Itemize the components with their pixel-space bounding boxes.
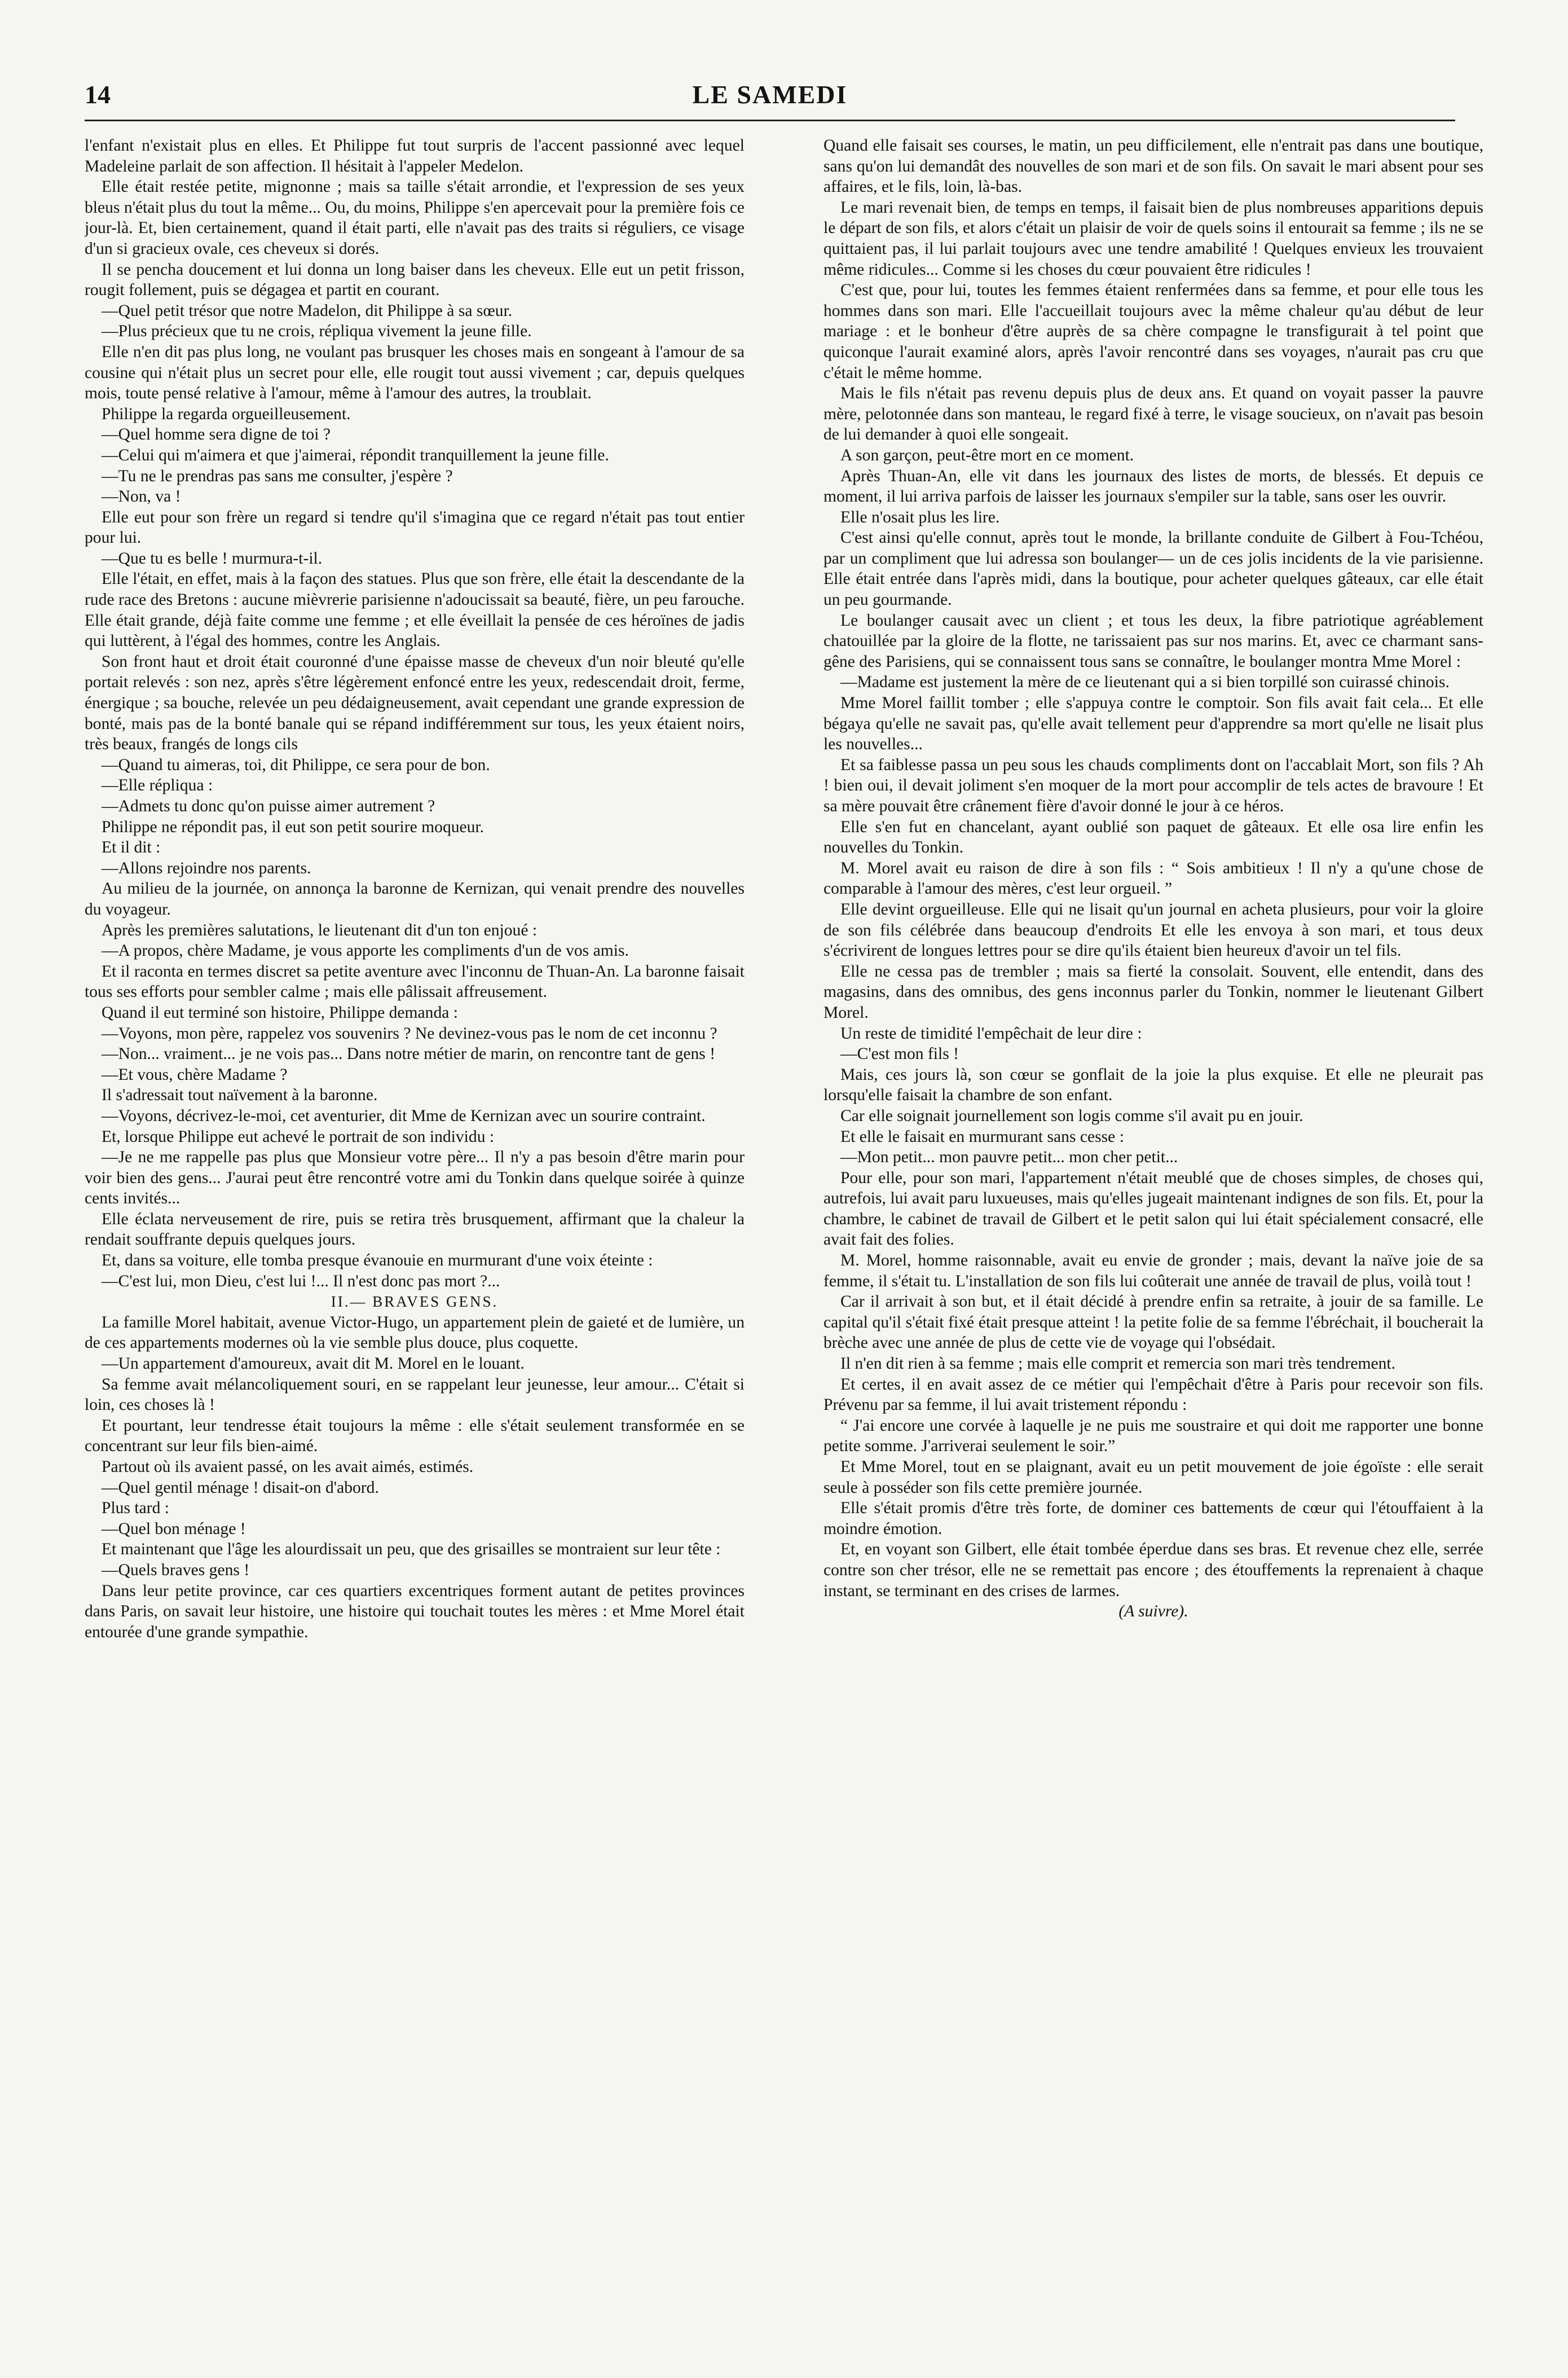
paragraph: Son front haut et droit était couronné d'une épaisse masse de cheveux d'un noir bleuté qu'elle portait relevés : son nez, après s'être légèrement enfoncé entre les yeux, redescendait droit, ferme, énergique ; sa bouche, relevée un peu dédaigneusement, avait cependant une grande expression de bonté, mais pas de la bonté banale qui se répand indifféremment sur tous, les yeux étaient noirs, très beaux, frangés de longs cils (85, 652, 745, 754)
paragraph: Et, en voyant son Gilbert, elle était tombée éperdue dans ses bras. Et revenue chez elle, serrée contre son cher trésor, elle ne se remettait pas encore ; des étouffements la reprenaient à chaque instant, se terminant en des crises de larmes. (823, 1540, 1483, 1600)
paragraph: —Tu ne le prendras pas sans me consulter, j'espère ? (102, 467, 453, 485)
paragraph: Philippe la regarda orgueilleusement. (102, 405, 351, 423)
paragraph: Après les premières salutations, le lieutenant dit d'un ton enjoué : (102, 921, 538, 939)
paragraph: Et il dit : (102, 838, 161, 857)
paragraph: Et maintenant que l'âge les alourdissait un peu, que des grisailles se montraient sur leur tête : (102, 1540, 721, 1559)
paragraph: Partout où ils avaient passé, on les avait aimés, estimés. (102, 1458, 474, 1476)
paragraph: Et, lorsque Philippe eut achevé le portrait de son individu : (102, 1127, 495, 1146)
paragraph: Elle n'osait plus les lire. (840, 508, 1000, 526)
paragraph: Quand il eut terminé son histoire, Philippe demanda : (102, 1003, 459, 1022)
paragraph: Car il arrivait à son but, et il était décidé à prendre enfin sa retraite, à jouir de sa famille. Le capital qu'il s'était fixé était presque atteint ! la petite folie de sa femme l'ébréchait, il boucherait la brèche avec une année de plus de cette vie de voyage qui l'obsédait. (823, 1293, 1483, 1352)
paragraph: Mais le fils n'était pas revenu depuis plus de deux ans. Et quand on voyait passer la pauvre mère, pelotonnée dans son manteau, le regard fixé à terre, le visage soucieux, on n'avait pas besoin de lui demander à quoi elle songeait. (823, 384, 1483, 444)
paragraph: Et Mme Morel, tout en se plaignant, avait eu un petit mouvement de joie égoïste : elle serait seule à posséder son fils cette première journée. (823, 1458, 1483, 1497)
page-number: 14 (85, 80, 111, 109)
paragraph: Et certes, il en avait assez de ce métier qui l'empêchait d'être à Paris pour recevoir son fils. Prévenu par sa femme, il lui avait tristement répondu : (823, 1375, 1483, 1414)
paragraph: Philippe ne répondit pas, il eut son petit sourire moqueur. (102, 817, 485, 836)
paragraph: Après Thuan-An, elle vit dans les journaux des listes de morts, de blessés. Et depuis ce moment, il lui arriva parfois de laisser les journaux s'empiler sur la table, sans oser les ouvrir. (823, 467, 1483, 506)
paragraph: Sa femme avait mélancoliquement souri, en se rappelant leur jeunesse, leur amour... C'était si loin, ces choses là ! (85, 1375, 745, 1414)
page-header (85, 79, 1455, 113)
paragraph: Et pourtant, leur tendresse était toujours la même : elle s'était seulement transformée en se concentrant sur leur fils bien-aimé. (85, 1416, 745, 1456)
paragraph: —Celui qui m'aimera et que j'aimerai, répondit tranquillement la jeune fille. (102, 446, 609, 464)
paragraph: —C'est lui, mon Dieu, c'est lui !... Il n'est donc pas mort ?... (102, 1272, 500, 1290)
paragraph: —Admets tu donc qu'on puisse aimer autrement ? (102, 797, 435, 815)
paragraph: l'enfant n'existait plus en elles. Et Philippe fut tout surpris de l'accent passionné avec lequel Madeleine parlait de son affection. Il hésitait à l'appeler Medelon. (85, 137, 745, 175)
paragraph: Quand elle faisait ses courses, le matin, un peu difficilement, elle n'entrait pas dans une boutique, sans qu'on lui demandât des nouvelles de son mari et de son fils. On savait le mari absent pour ses affaires, et le fils, loin, là-bas. (823, 137, 1483, 196)
paragraph: —Non... vraiment... je ne vois pas... Dans notre métier de marin, on rencontre tant de gens ! (102, 1045, 716, 1063)
paragraph: Elle devint orgueilleuse. Elle qui ne lisait qu'un journal en acheta plusieurs, pour voir la gloire de son fils célébrée dans beaucoup d'endroits Et elle les envoya à son mari, et tous deux s'écrivirent de longues lettres pour se dire qu'ils étaient bien heureux d'avoir un tel fils. (823, 900, 1483, 960)
paragraph: Car elle soignait journellement son logis comme s'il avait pu en jouir. (840, 1106, 1303, 1125)
paragraph: Mme Morel faillit tomber ; elle s'appuya contre le comptoir. Son fils avait fait cela... Et elle bégaya qu'elle ne savait pas, qu'elle avait tellement peur d'apprendre sa mort qu'elle ne lisait plus les nouvelles... (823, 694, 1483, 754)
paragraph: Et sa faiblesse passa un peu sous les chauds compliments dont on l'accablait Mort, son fils ? Ah ! bien oui, il devait joliment s'en moquer de la mort pour accomplir de tels actes de bravoure ! Et sa mère pouvait être crânement fière d'avoir donné le jour à ce héros. (823, 755, 1483, 815)
left-column (85, 135, 745, 2307)
paragraph: M. Morel, homme raisonnable, avait eu envie de gronder ; mais, devant la naïve joie de sa femme, il s'était tu. L'installation de son fils lui coûterait une année de travail de plus, voilà tout ! (823, 1251, 1483, 1290)
paragraph: Elle eut pour son frère un regard si tendre qu'il s'imagina que ce regard n'était pas tout entier pour lui. (85, 508, 745, 547)
right-column (823, 135, 1483, 2307)
paragraph: La famille Morel habitait, avenue Victor-Hugo, un appartement plein de gaieté et de lumière, un de ces appartements modernes où la vie semble plus douce, plus coquette. (85, 1313, 745, 1352)
paragraph: Un reste de timidité l'empêchait de leur dire : (840, 1024, 1142, 1043)
paragraph: —A propos, chère Madame, je vous apporte les compliments d'un de vos amis. (102, 942, 629, 960)
paragraph: —Quel petit trésor que notre Madelon, dit Philippe à sa sœur. (102, 301, 513, 320)
paragraph: Dans leur petite province, car ces quartiers excentriques forment autant de petites provinces dans Paris, on savait leur histoire, une histoire qui touchait toutes les mères : et Mme Morel était entourée d'une grande sympathie. (85, 1581, 745, 1641)
paragraph: Il se pencha doucement et lui donna un long baiser dans les cheveux. Elle eut un petit frisson, rougit follement, puis se dégagea et partit en courant. (85, 260, 745, 300)
paragraph: —Plus précieux que tu ne crois, répliqua vivement la jeune fille. (102, 322, 532, 341)
paragraph: Elle n'en dit pas plus long, ne voulant pas brusquer les choses mais en songeant à l'amour de sa cousine qui n'était plus un secret pour elle, elle rougit tout aussi vivement ; car, depuis quelques mois, toute pensé relative à l'amour, même à l'amour des autres, la troublait. (85, 342, 745, 403)
paragraph: Elle s'était promis d'être très forte, de dominer ces battements de cœur qui l'étouffaient à la moindre émotion. (823, 1499, 1483, 1538)
paragraph: Et il raconta en termes discret sa petite aventure avec l'inconnu de Thuan-An. La baronne faisait tous ses efforts pour sembler calme ; mais elle pâlissait affreusement. (85, 962, 745, 1001)
paragraph: —Allons rejoindre nos parents. (102, 859, 311, 877)
paragraph: —Madame est justement la mère de ce lieutenant qui a si bien torpillé son cuirassé chinois. (840, 673, 1450, 692)
paragraph: —Quel bon ménage ! (102, 1519, 246, 1538)
paragraph: Au milieu de la journée, on annonça la baronne de Kernizan, qui venait prendre des nouvelles du voyageur. (85, 880, 745, 918)
paragraph: —Un appartement d'amoureux, avait dit M. Morel en le louant. (102, 1355, 525, 1373)
paragraph: —Voyons, décrivez-le-moi, cet aventurier, dit Mme de Kernizan avec un sourire contraint. (102, 1106, 706, 1125)
paragraph: Elle l'était, en effet, mais à la façon des statues. Plus que son frère, elle était la descendante de la rude race des Bretons : aucune mièvrerie parisienne n'adoucissait sa beauté, fière, un peu farouche. Elle était grande, déjà faite comme une femme ; et elle éveillait la pensée de ces héroïnes de jadis qui luttèrent, à l'égal des hommes, contre les Anglais. (85, 570, 745, 650)
paragraph: Mais, ces jours là, son cœur se gonflait de la joie la plus exquise. Et elle ne pleurait pas lorsqu'elle faisait la chambre de son enfant. (823, 1065, 1483, 1105)
paragraph: —Non, va ! (102, 487, 181, 506)
paragraph: —Quand tu aimeras, toi, dit Philippe, ce sera pour de bon. (102, 755, 490, 774)
paragraph: Elle s'en fut en chancelant, ayant oublié son paquet de gâteaux. Et elle osa lire enfin les nouvelles du Tonkin. (823, 817, 1483, 857)
paragraph: Il n'en dit rien à sa femme ; mais elle comprit et remercia son mari très tendrement. (840, 1355, 1396, 1373)
paragraph: Plus tard : (102, 1499, 170, 1518)
paragraph: —Voyons, mon père, rappelez vos souvenirs ? Ne devinez-vous pas le nom de cet inconnu ? (102, 1024, 717, 1043)
paragraph: Le boulanger causait avec un client ; et tous les deux, la fibre patriotique agréablement chatouillée par la gloire de la flotte, ne tarissaient pas sur nos marins. Et, avec ce charmant sans-gêne des Parisiens, qui se connaissent tous sans se connaître, le boulanger montra Mme Morel : (823, 611, 1483, 671)
paragraph: Et, dans sa voiture, elle tomba presque évanouie en murmurant d'une voix éteinte : (102, 1251, 653, 1270)
paragraph: Elle était restée petite, mignonne ; mais sa taille s'était arrondie, et l'expression de ses yeux bleus n'était plus du tout la même... Ou, du moins, Philippe s'en apercevait pour la première fois ce jour-là. Et, bien certainement, quand il était parti, elle n'avait pas des traits si réguliers, ce visage d'un si gracieux ovale, ces cheveux si dorés. (85, 178, 745, 258)
paragraph: Pour elle, pour son mari, l'appartement n'était meublé que de choses simples, de choses qui, autrefois, lui avait paru luxueuses, mais qu'elles jugeait maintenant indignes de son fils. Et, pour la chambre, le cabinet de travail de Gilbert et le petit salon qui lui était spécialement consacré, elle avait fait des folies. (823, 1168, 1483, 1249)
section-title: II.— BRAVES GENS. (331, 1293, 499, 1311)
paragraph: A son garçon, peut-être mort en ce moment. (840, 446, 1134, 464)
paragraph: Et elle le faisait en murmurant sans cesse : (840, 1127, 1124, 1146)
paragraph: M. Morel avait eu raison de dire à son fils : “ Sois ambitieux ! Il n'y a qu'une chose de comparable à l'amour des mères, c'est leur orgueil. ” (823, 859, 1483, 898)
paragraph: —C'est mon fils ! (840, 1045, 959, 1063)
paragraph: Elle ne cessa pas de trembler ; mais sa fierté la consolait. Souvent, elle entendit, dans des magasins, dans des omnibus, des gens inconnus parler du Tonkin, nommer le lieutenant Gilbert Morel. (823, 962, 1483, 1022)
paragraph: C'est ainsi qu'elle connut, après tout le monde, la brillante conduite de Gilbert à Fou-Tchéou, par un compliment que lui adressa son boulanger— un de ces jolis incidents de la vie parisienne. Elle était entrée dans l'après midi, dans la boutique, pour acheter quelques gâteaux, car elle était un peu gourmande. (823, 529, 1483, 609)
paragraph: —Quel homme sera digne de toi ? (102, 425, 331, 444)
paragraph: —Elle répliqua : (102, 776, 213, 795)
paragraph: Elle éclata nerveusement de rire, puis se retira très brusquement, affirmant que la chaleur la rendait souffrante depuis quelques jours. (85, 1210, 745, 1249)
paragraph: —Quels braves gens ! (102, 1561, 250, 1579)
paragraph: Il s'adressait tout naïvement à la baronne. (102, 1086, 378, 1105)
paragraph: C'est que, pour lui, toutes les femmes étaient renfermées dans sa femme, et pour elle tous les hommes dans son mari. Elle l'accueillait toujours avec la même chaleur qu'au début de leur mariage : et le bonheur d'être auprès de sa chère compagne le transfigurait à tel point que quiconque l'aurait examiné alors, après l'avoir rencontré dans ses voyages, n'aurait pas cru que c'était le même homme. (823, 281, 1483, 382)
paragraph: —Et vous, chère Madame ? (102, 1065, 288, 1084)
publication-title: LE SAMEDI (692, 80, 848, 109)
paragraph: —Quel gentil ménage ! disait-on d'abord. (102, 1478, 379, 1497)
paragraph: “ J'ai encore une corvée à laquelle je ne puis me soustraire et qui doit me rapporter une bonne petite somme. J'arriverai seulement le soir.” (823, 1416, 1483, 1456)
paragraph: —Mon petit... mon pauvre petit... mon cher petit... (840, 1148, 1178, 1167)
paragraph: Le mari revenait bien, de temps en temps, il faisait bien de plus nombreuses apparitions depuis le départ de son fils, et alors c'était un plaisir de voir de quels soins il entourait sa femme ; ils ne se quittaient pas, il lui parlait toujours avec une tendre amabilité ! Quelques envieux les trouvaient même ridicules... Comme si les choses du cœur pouvaient être ridicules ! (823, 198, 1483, 279)
header-rule (85, 120, 1455, 121)
paragraph: —Je ne me rappelle pas plus que Monsieur votre père... Il n'y a pas besoin d'être marin pour voir bien des gens... J'aurai peut être rencontré votre ami du Tonkin dans quelque soirée à quinze cents invités... (85, 1148, 745, 1208)
to-be-continued: (A suivre). (1118, 1602, 1188, 1621)
paragraph: —Que tu es belle ! murmura-t-il. (102, 549, 323, 568)
